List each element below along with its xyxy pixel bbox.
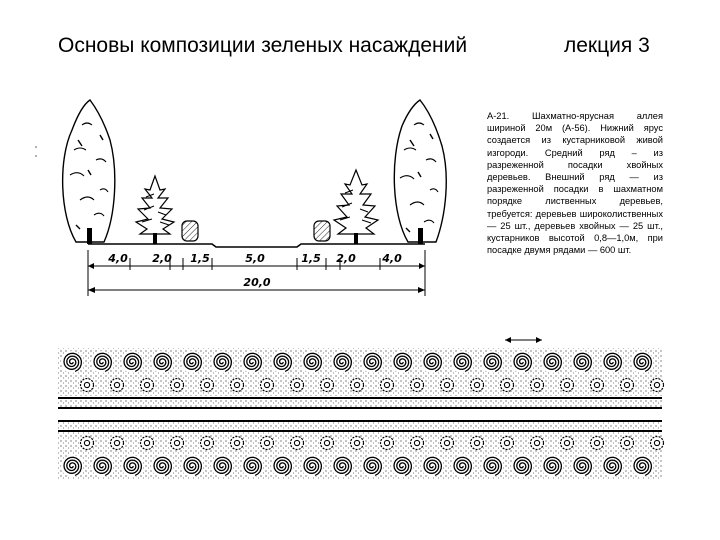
alley-plan [58, 337, 664, 480]
conifer-tree-top [501, 379, 514, 392]
conifer-tree-top [351, 379, 364, 392]
conifer-tree-top [291, 379, 304, 392]
deciduous-tree-top [631, 351, 653, 373]
deciduous-tree-bottom [541, 455, 563, 477]
conifer-tree-bottom [171, 437, 184, 450]
lecture-label: лекция 3 [564, 34, 650, 57]
conifer-tree-bottom [501, 437, 514, 450]
dimension-hedge-left: 1,5 [190, 252, 210, 265]
conifer-tree-bottom [561, 437, 574, 450]
spruce-tree-left [136, 176, 174, 244]
dimension-path: 5,0 [245, 252, 265, 265]
conifer-tree-top [321, 379, 334, 392]
deciduous-tree-bottom [511, 455, 533, 477]
conifer-tree-top [201, 379, 214, 392]
hedge-strip-bottom [58, 421, 662, 431]
deciduous-tree-bottom [121, 455, 143, 477]
deciduous-tree-top [211, 351, 233, 373]
deciduous-tree-top [91, 351, 113, 373]
conifer-tree-bottom [141, 437, 154, 450]
dimension-conifer-left: 2,0 [152, 252, 172, 265]
dimension-conifer-right: 2,0 [336, 252, 356, 265]
conifer-tree-bottom [621, 437, 634, 450]
deciduous-tree-top [121, 351, 143, 373]
cypress-tree-left [63, 100, 115, 244]
shrub-left [182, 221, 198, 241]
conifer-tree-bottom [651, 437, 664, 450]
conifer-tree-bottom [471, 437, 484, 450]
cypress-tree-right [394, 100, 446, 244]
conifer-tree-top [381, 379, 394, 392]
deciduous-tree-bottom [181, 455, 203, 477]
deciduous-tree-bottom [451, 455, 473, 477]
deciduous-tree-bottom [331, 455, 353, 477]
deciduous-tree-top [301, 351, 323, 373]
conifer-tree-top [231, 379, 244, 392]
deciduous-tree-top [391, 351, 413, 373]
dimension-total: 20,0 [243, 276, 271, 289]
alley-description: А-21. Шахматно-ярусная аллея шириной 20м (А-56). Нижний ярус создается из кустарниковой живой изгороди. Средний ряд – из разреженной посадки хвойных деревьев. Внешний ряд — из разреженной посадки в шахматном порядке лиственных деревьев, требуется: деревьев широколиственных — 25 шт., деревьев хвойных — 25 шт., кустарников высотой 0,8—1,0м, при посадке двумя рядами — 600 шт. [487, 111, 663, 256]
conifer-tree-top [531, 379, 544, 392]
conifer-tree-bottom [81, 437, 94, 450]
conifer-tree-top [651, 379, 664, 392]
deciduous-tree-top [571, 351, 593, 373]
conifer-tree-top [111, 379, 124, 392]
deciduous-tree-top [601, 351, 623, 373]
deciduous-tree-top [151, 351, 173, 373]
conifer-tree-bottom [591, 437, 604, 450]
deciduous-tree-bottom [481, 455, 503, 477]
deciduous-tree-top [271, 351, 293, 373]
deciduous-tree-top [241, 351, 263, 373]
deciduous-tree-bottom [631, 455, 653, 477]
deciduous-tree-bottom [211, 455, 233, 477]
deciduous-tree-top [361, 351, 383, 373]
dimension-hedge-right: 1,5 [301, 252, 321, 265]
conifer-tree-top [171, 379, 184, 392]
conifer-tree-bottom [351, 437, 364, 450]
conifer-tree-top [561, 379, 574, 392]
deciduous-tree-bottom [301, 455, 323, 477]
shrub-right [314, 221, 330, 241]
conifer-tree-top [261, 379, 274, 392]
conifer-tree-bottom [411, 437, 424, 450]
conifer-tree-bottom [201, 437, 214, 450]
conifer-tree-top [471, 379, 484, 392]
slide-title: Основы композиции зеленых насаждений [58, 34, 468, 57]
conifer-tree-bottom [291, 437, 304, 450]
conifer-tree-top [621, 379, 634, 392]
conifer-tree-bottom [231, 437, 244, 450]
deciduous-tree-bottom [421, 455, 443, 477]
deciduous-tree-top [451, 351, 473, 373]
deciduous-tree-top [181, 351, 203, 373]
conifer-tree-bottom [531, 437, 544, 450]
conifer-tree-top [141, 379, 154, 392]
deciduous-tree-top [331, 351, 353, 373]
deciduous-tree-bottom [61, 455, 83, 477]
deciduous-tree-top [541, 351, 563, 373]
deciduous-tree-top [511, 351, 533, 373]
conifer-tree-top [441, 379, 454, 392]
deciduous-tree-bottom [241, 455, 263, 477]
conifer-tree-bottom [441, 437, 454, 450]
conifer-tree-bottom [321, 437, 334, 450]
conifer-tree-top [81, 379, 94, 392]
deciduous-tree-bottom [601, 455, 623, 477]
conifer-tree-bottom [381, 437, 394, 450]
hedge-strip-top [58, 398, 662, 408]
dimension-outer-left: 4,0 [108, 252, 128, 265]
deciduous-tree-top [61, 351, 83, 373]
alley-cross-section [63, 100, 447, 296]
deciduous-tree-bottom [271, 455, 293, 477]
conifer-tree-top [591, 379, 604, 392]
spruce-tree-right [334, 170, 378, 244]
conifer-tree-bottom [261, 437, 274, 450]
deciduous-tree-bottom [151, 455, 173, 477]
deciduous-tree-bottom [91, 455, 113, 477]
deciduous-tree-bottom [391, 455, 413, 477]
dimension-outer-right: 4,0 [382, 252, 402, 265]
deciduous-tree-top [421, 351, 443, 373]
conifer-tree-bottom [111, 437, 124, 450]
deciduous-tree-bottom [361, 455, 383, 477]
conifer-tree-top [411, 379, 424, 392]
deciduous-tree-top [481, 351, 503, 373]
deciduous-tree-bottom [571, 455, 593, 477]
